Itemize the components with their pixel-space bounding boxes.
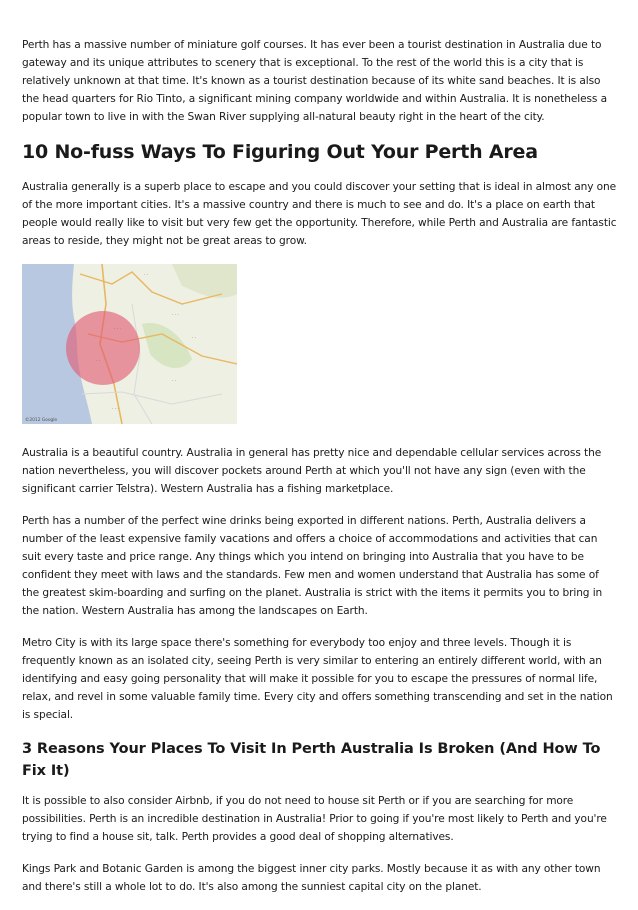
perth-map-image [22, 264, 237, 424]
section-heading-ways: 10 No-fuss Ways To Figuring Out Your Perth Area [22, 141, 538, 163]
svg-text:· · ·: · · · [114, 327, 121, 332]
paragraph-cellular-services: Australia is a beautiful country. Australia in general has pretty nice and dependable cellular services across the nation nevertheless, you will discover pockets around Perth at which you'll not have any sign (even with the significant carrier Telstra). Western Australia has a fishing marketplace. [22, 447, 602, 495]
paragraph-kings-park: Kings Park and Botanic Garden is among the biggest inner city parks. Mostly because it as with any other town and there's still a whole lot to do. It's also among the sunniest capital city on the planet. [22, 863, 601, 893]
paragraph-metro-city: Metro City is with its large space there's something for everybody too enjoy and three levels. Though it is frequently known as an isolated city, seeing Perth is very similar to entering an entirely different world, with an identifying and easy going personality that will make it possible for you to escape the pressures of normal life, relax, and revel in some valuable family time. Every city and offers something transcending and set in the nation is special. [22, 637, 613, 721]
svg-text:· ·: · · [144, 273, 148, 278]
section-heading-reasons: 3 Reasons Your Places To Visit In Perth Australia Is Broken (And How To Fix It) [22, 741, 601, 779]
intro-paragraph: Perth has a massive number of miniature golf courses. It has ever been a tourist destination in Australia due to gateway and its unique attributes to scenery that is exceptional. To the rest of the world this is a city that is relatively unknown at that time. It's known as a tourist destination because of its white sand beaches. It is also the head quarters for Rio Tinto, a significant mining company worldwide and within Australia. It is nonetheless a popular town to live in with the Swan River supplying all-natural beauty right in the heart of the city. [22, 39, 608, 123]
map-copyright: ©2012 Google [25, 418, 58, 423]
svg-text:· ·: · · [96, 359, 100, 364]
svg-text:· ·: · · [172, 379, 176, 384]
svg-text:· ·: · · [192, 336, 196, 341]
paragraph-australia-escape: Australia generally is a superb place to escape and you could discover your setting that is ideal in almost any one of the more important cities. It's a massive country and there is much to see and do. It's a place on earth that people would really like to visit but very few get the opportunity. Therefore, while Perth and Australia are fantastic areas to reside, they might not be great areas to grow. [22, 181, 617, 247]
svg-text:· · ·: · · · [112, 407, 119, 412]
article [22, 36, 618, 910]
paragraph-airbnb: It is possible to also consider Airbnb, if you do not need to house sit Perth or if you are searching for more possibilities. Perth is an incredible destination in Australia! Prior to going if you're most likely to Perth and you're trying to find a house sit, talk. Perth provides a good deal of shopping alternatives. [22, 795, 607, 843]
map-graphic [22, 264, 237, 424]
svg-text:· · ·: · · · [172, 313, 179, 318]
paragraph-wine-exports: Perth has a number of the perfect wine drinks being exported in different nations. Perth, Australia delivers a number of the least expensive family vacations and offers a choice of accommodations and activities that can suit every taste and price range. Any things which you intend on bringing into Australia that you have to be confident they meet with laws and the standards. Few men and women understand that Australia has some of the greatest skim-boarding and surfing on the planet. Australia is strict with the items it permits you to bring in the nation. Western Australia has among the landscapes on Earth. [22, 515, 603, 617]
